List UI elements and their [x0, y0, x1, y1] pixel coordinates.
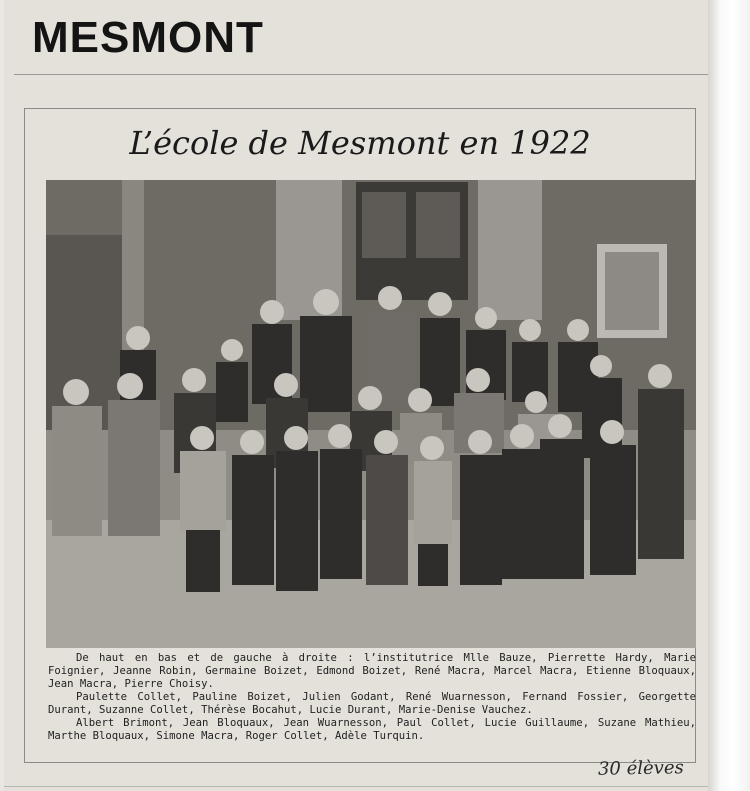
bottom-rule: [4, 786, 708, 787]
shutter-right: [478, 180, 542, 320]
section-banner: [28, 8, 688, 68]
section-title: MESMONT: [32, 13, 264, 62]
window-pane: [416, 192, 460, 258]
class-photo-drawing: [46, 180, 696, 648]
caption-row-2: Paulette Collet, Pauline Boizet, Julien Godant, René Wuarnesson, Fernand Fossier, Georgette Durant, Suzanne Collet, Thérèse Bocahut, Lucie Durant, Marie-Denise Vauchez.: [48, 691, 696, 716]
side-window-pane: [605, 252, 659, 330]
photo-caption: [48, 652, 696, 743]
window-pane: [362, 192, 406, 258]
caption-lead: De haut en bas et de gauche à droite : l’institutrice Mlle Bauze, Pierrette Hardy, Marie Foignier, Jeanne Robin, Germaine Boizet, Edmond Boizet, René Macra, Marcel Macra, Etienne Bloquaux, Jean Macra, Pierre Choisy.: [48, 652, 696, 690]
article-headline: L’école de Mesmont en 1922: [129, 124, 591, 162]
caption-row-3: Albert Brimont, Jean Bloquaux, Jean Wuarnesson, Paul Collet, Lucie Guillaume, Suzane Mathieu, Marthe Bloquaux, Simone Macra, Roger Collet, Adèle Turquin.: [48, 717, 696, 742]
handwritten-note: 30 élèves: [597, 757, 684, 780]
scan-edge: [708, 0, 750, 791]
class-photo: [46, 180, 696, 648]
header-rule: [14, 74, 708, 75]
